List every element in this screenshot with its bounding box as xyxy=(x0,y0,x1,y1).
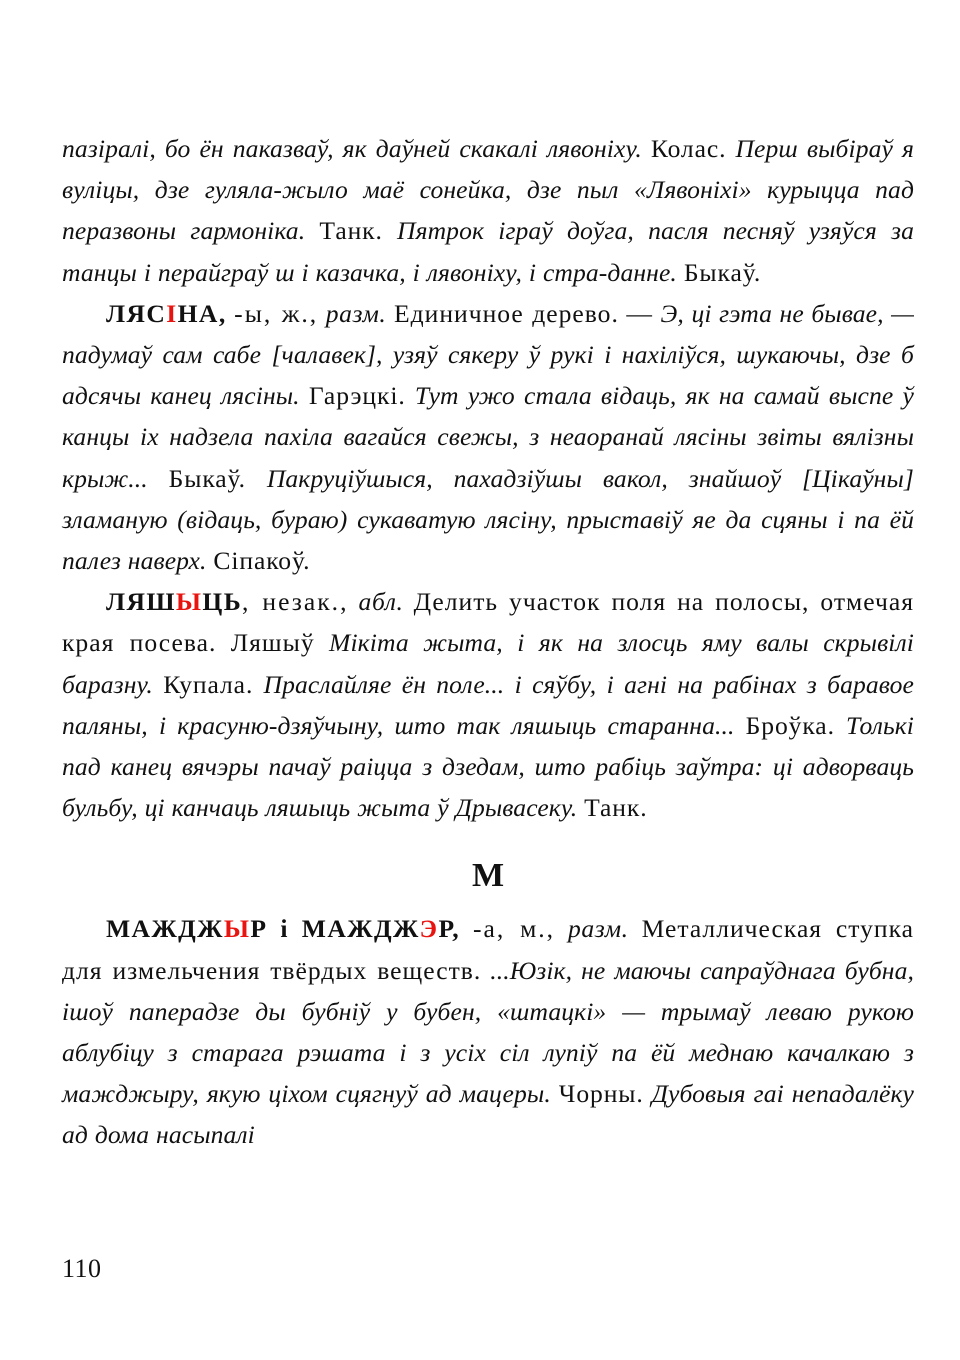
headword-variant xyxy=(302,914,460,943)
citation-text: Мікіта жыта, і як на злосць яму валы скрывілі баразну. xyxy=(62,628,914,699)
citation-text: Пятрок іграў доўга, пасля песняў узяўся за танцы і перайграў ш і казачка, і лявоніху, і стра-данне. xyxy=(62,216,915,287)
headword xyxy=(106,299,227,328)
author-attribution: Купала. xyxy=(163,669,254,699)
headword xyxy=(106,914,267,943)
headword-conjunction: і xyxy=(280,914,289,944)
author-attribution: Быкаў. xyxy=(168,463,246,493)
usage-label: разм. xyxy=(325,298,387,328)
citation-text: ...Юзік, не маючы сапраўднага бубна, ішоў паперадзе ды бубніў у бубен, «штацкі» — трымаў леваю рукою аблубіцу з старага рэшата і з усіх сіл лупіў па ёй меднаю качалкаю з мажджыру, якую ціхом сцягнуў ад мацеры. xyxy=(62,955,914,1109)
dictionary-entry-lyasina xyxy=(62,293,914,581)
headword-part: ЦЬ xyxy=(202,587,243,617)
definition-text: Делить участок поля на полосы, отмечая края посева. xyxy=(62,587,914,658)
citation-text: пазіралі, бо ён паказваў, як даўней скакалі лявоніху. xyxy=(62,134,642,163)
stressed-vowel: Э xyxy=(419,914,439,944)
author-attribution: Танк. xyxy=(584,793,648,823)
headword xyxy=(106,587,242,616)
author-attribution: Броўка. xyxy=(745,710,835,740)
usage-label: разм. xyxy=(567,914,629,944)
grammar-note: -а, м., xyxy=(472,914,556,944)
citation-text: Толькі пад канец вячэры пачаў раіцца з дзедам, што рабіць заўтра: ці адворваць бульбу, ці канчаць ляшыць жыта ў Дрывасеку. xyxy=(62,710,915,823)
author-attribution: Гарэцкі. xyxy=(308,381,406,411)
grammar-note: -ы, ж., xyxy=(234,298,319,328)
author-attribution: Танк. xyxy=(319,216,383,246)
usage-label: абл. xyxy=(358,587,404,617)
citation-text: Э, ці гэта не бывае, — падумаў сам сабе [чалавек], узяў сякеру ў рукі і нахіліўся, шукаючы, дзе б адсячы канец лясіны. xyxy=(62,298,915,411)
headword-part: ЛЯШ xyxy=(106,587,176,617)
citation-text: Тут ужо стала відаць, як на самай выспе ў канцы іх надзела пахіла вагайся свежы, з неаоранай лясіны звіты вялізны крыж... xyxy=(62,381,914,493)
stressed-vowel: І xyxy=(166,298,178,328)
author-attribution: Быкаў. xyxy=(683,257,762,287)
definition-text: Единичное дерево. xyxy=(393,298,619,328)
citation-text: Пакруціўшыся, пахадзіўшы вакол, знайшоў [Цікаўны] зламаную (відаць, бураю) сукаватую лясіну, прыставіў яе да сцяны і па ёй палез наверх. xyxy=(62,463,914,576)
author-attribution: Сіпакоў. xyxy=(213,546,311,576)
dictionary-entry-mazhdzhyr xyxy=(62,908,914,1155)
stressed-vowel: Ы xyxy=(175,587,203,617)
headword-part: НА, xyxy=(177,298,227,328)
continued-entry-paragraph xyxy=(62,128,914,293)
citation-lead-word: Ляшыў xyxy=(230,628,315,658)
stressed-vowel: Ы xyxy=(223,914,251,944)
headword-part: Р, xyxy=(438,914,461,944)
em-dash: — xyxy=(626,298,653,328)
citation-text: Дубовыя гаі непадалёку ад дома насыпалі xyxy=(62,1079,915,1150)
citation-text: Перш выбіраў я вуліцы, дзе гуляла-жыло маё сонейка, дзе пыл «Лявоніхі» курыцца пад перазвоны гармоніка. xyxy=(62,134,914,246)
author-attribution: Колас. xyxy=(650,134,727,163)
definition-text: Металлическая ступка для измельчения твёрдых веществ. xyxy=(62,914,914,985)
text-column xyxy=(62,128,914,1156)
page-number: 110 xyxy=(62,1254,102,1283)
headword-part: МАЖДЖ xyxy=(301,914,420,944)
headword-part: ЛЯС xyxy=(106,298,167,328)
dictionary-entry-lyashyts xyxy=(62,581,914,828)
author-attribution: Чорны. xyxy=(558,1079,644,1109)
citation-text: Праслайляе ён поле... і сяўбу, і агні на рабінах з баравое паляны, і красуню-дзяўчыну, што так ляшыць старанна... xyxy=(62,669,915,740)
headword-part: МАЖДЖ xyxy=(106,914,224,944)
headword-part: Р xyxy=(250,914,268,944)
section-letter-heading: М xyxy=(471,857,505,895)
grammar-note: , незак., xyxy=(242,587,349,617)
